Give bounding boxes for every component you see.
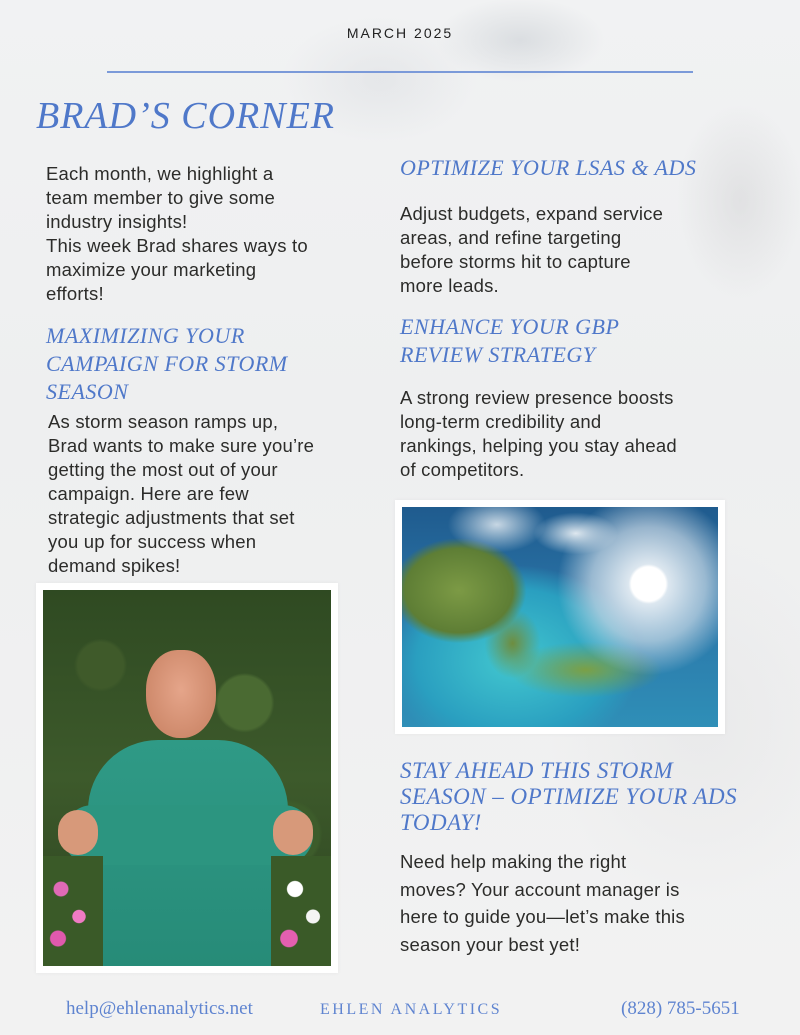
body-line: campaign. Here are few — [48, 483, 249, 504]
page-title: BRAD’S CORNER — [36, 95, 336, 137]
section-body-lsas — [400, 202, 770, 298]
heading-line: CAMPAIGN FOR STORM — [46, 351, 288, 376]
body-line: As storm season ramps up, — [48, 411, 279, 432]
body-line: Brad wants to make sure you’re — [48, 435, 315, 456]
intro-line: team member to give some — [46, 187, 275, 208]
body-line: season your best yet! — [400, 933, 581, 955]
body-line: areas, and refine targeting — [400, 227, 622, 248]
intro-text — [46, 162, 366, 306]
body-line: of competitors. — [400, 459, 525, 480]
brad-photo-frame — [36, 583, 338, 973]
intro-line: industry insights! — [46, 211, 188, 232]
intro-line: This week Brad shares ways to — [46, 235, 308, 256]
body-line: moves? Your account manager is — [400, 878, 680, 900]
body-line: strategic adjustments that set — [48, 507, 295, 528]
footer-email-link[interactable]: help@ehlenanalytics.net — [66, 998, 253, 1019]
header-divider — [107, 71, 693, 73]
heading-line: TODAY! — [400, 810, 482, 835]
photo-flowers — [271, 856, 331, 966]
body-line: before storms hit to capture — [400, 251, 631, 272]
month-label: MARCH 2025 — [346, 25, 454, 41]
intro-line: efforts! — [46, 283, 104, 304]
photo-head — [146, 650, 216, 738]
body-line: you up for success when — [48, 531, 257, 552]
body-line: more leads. — [400, 275, 499, 296]
intro-line: Each month, we highlight a — [46, 163, 274, 184]
body-line: demand spikes! — [48, 555, 181, 576]
heading-line: SEASON – OPTIMIZE YOUR ADS — [400, 784, 738, 809]
photo-flowers — [43, 856, 103, 966]
body-line: Need help making the right — [400, 851, 627, 872]
brad-photo — [43, 590, 331, 966]
section-body-gbp — [400, 386, 780, 482]
section-heading-lsas: OPTIMIZE YOUR LSAS & ADS — [400, 155, 697, 180]
photo-hand — [58, 810, 98, 855]
section-body-stay-ahead — [400, 848, 790, 958]
body-line: Adjust budgets, expand service — [400, 203, 664, 224]
body-line: A strong review presence boosts — [400, 387, 674, 408]
body-line: getting the most out of your — [48, 459, 278, 480]
photo-hand — [273, 810, 313, 855]
hurricane-satellite-photo — [402, 507, 718, 727]
heading-line: SEASON — [46, 379, 129, 404]
storm-photo-frame — [395, 500, 725, 734]
heading-line: ENHANCE YOUR GBP — [400, 314, 620, 339]
section-heading-stay-ahead — [400, 758, 790, 836]
footer-brand: EHLEN ANALYTICS — [320, 1001, 503, 1018]
heading-line: MAXIMIZING YOUR — [46, 323, 245, 348]
intro-line: maximize your marketing — [46, 259, 257, 280]
section-body-maximizing — [48, 410, 368, 578]
body-line: long-term credibility and — [400, 411, 602, 432]
body-line: here to guide you—let’s make this — [400, 906, 685, 927]
footer-phone-link[interactable]: (828) 785-5651 — [621, 998, 740, 1019]
section-heading-gbp — [400, 313, 780, 369]
heading-line: STAY AHEAD THIS STORM — [400, 758, 674, 783]
heading-line: REVIEW STRATEGY — [400, 342, 596, 367]
section-heading-maximizing — [46, 322, 366, 406]
body-line: rankings, helping you stay ahead — [400, 435, 677, 456]
